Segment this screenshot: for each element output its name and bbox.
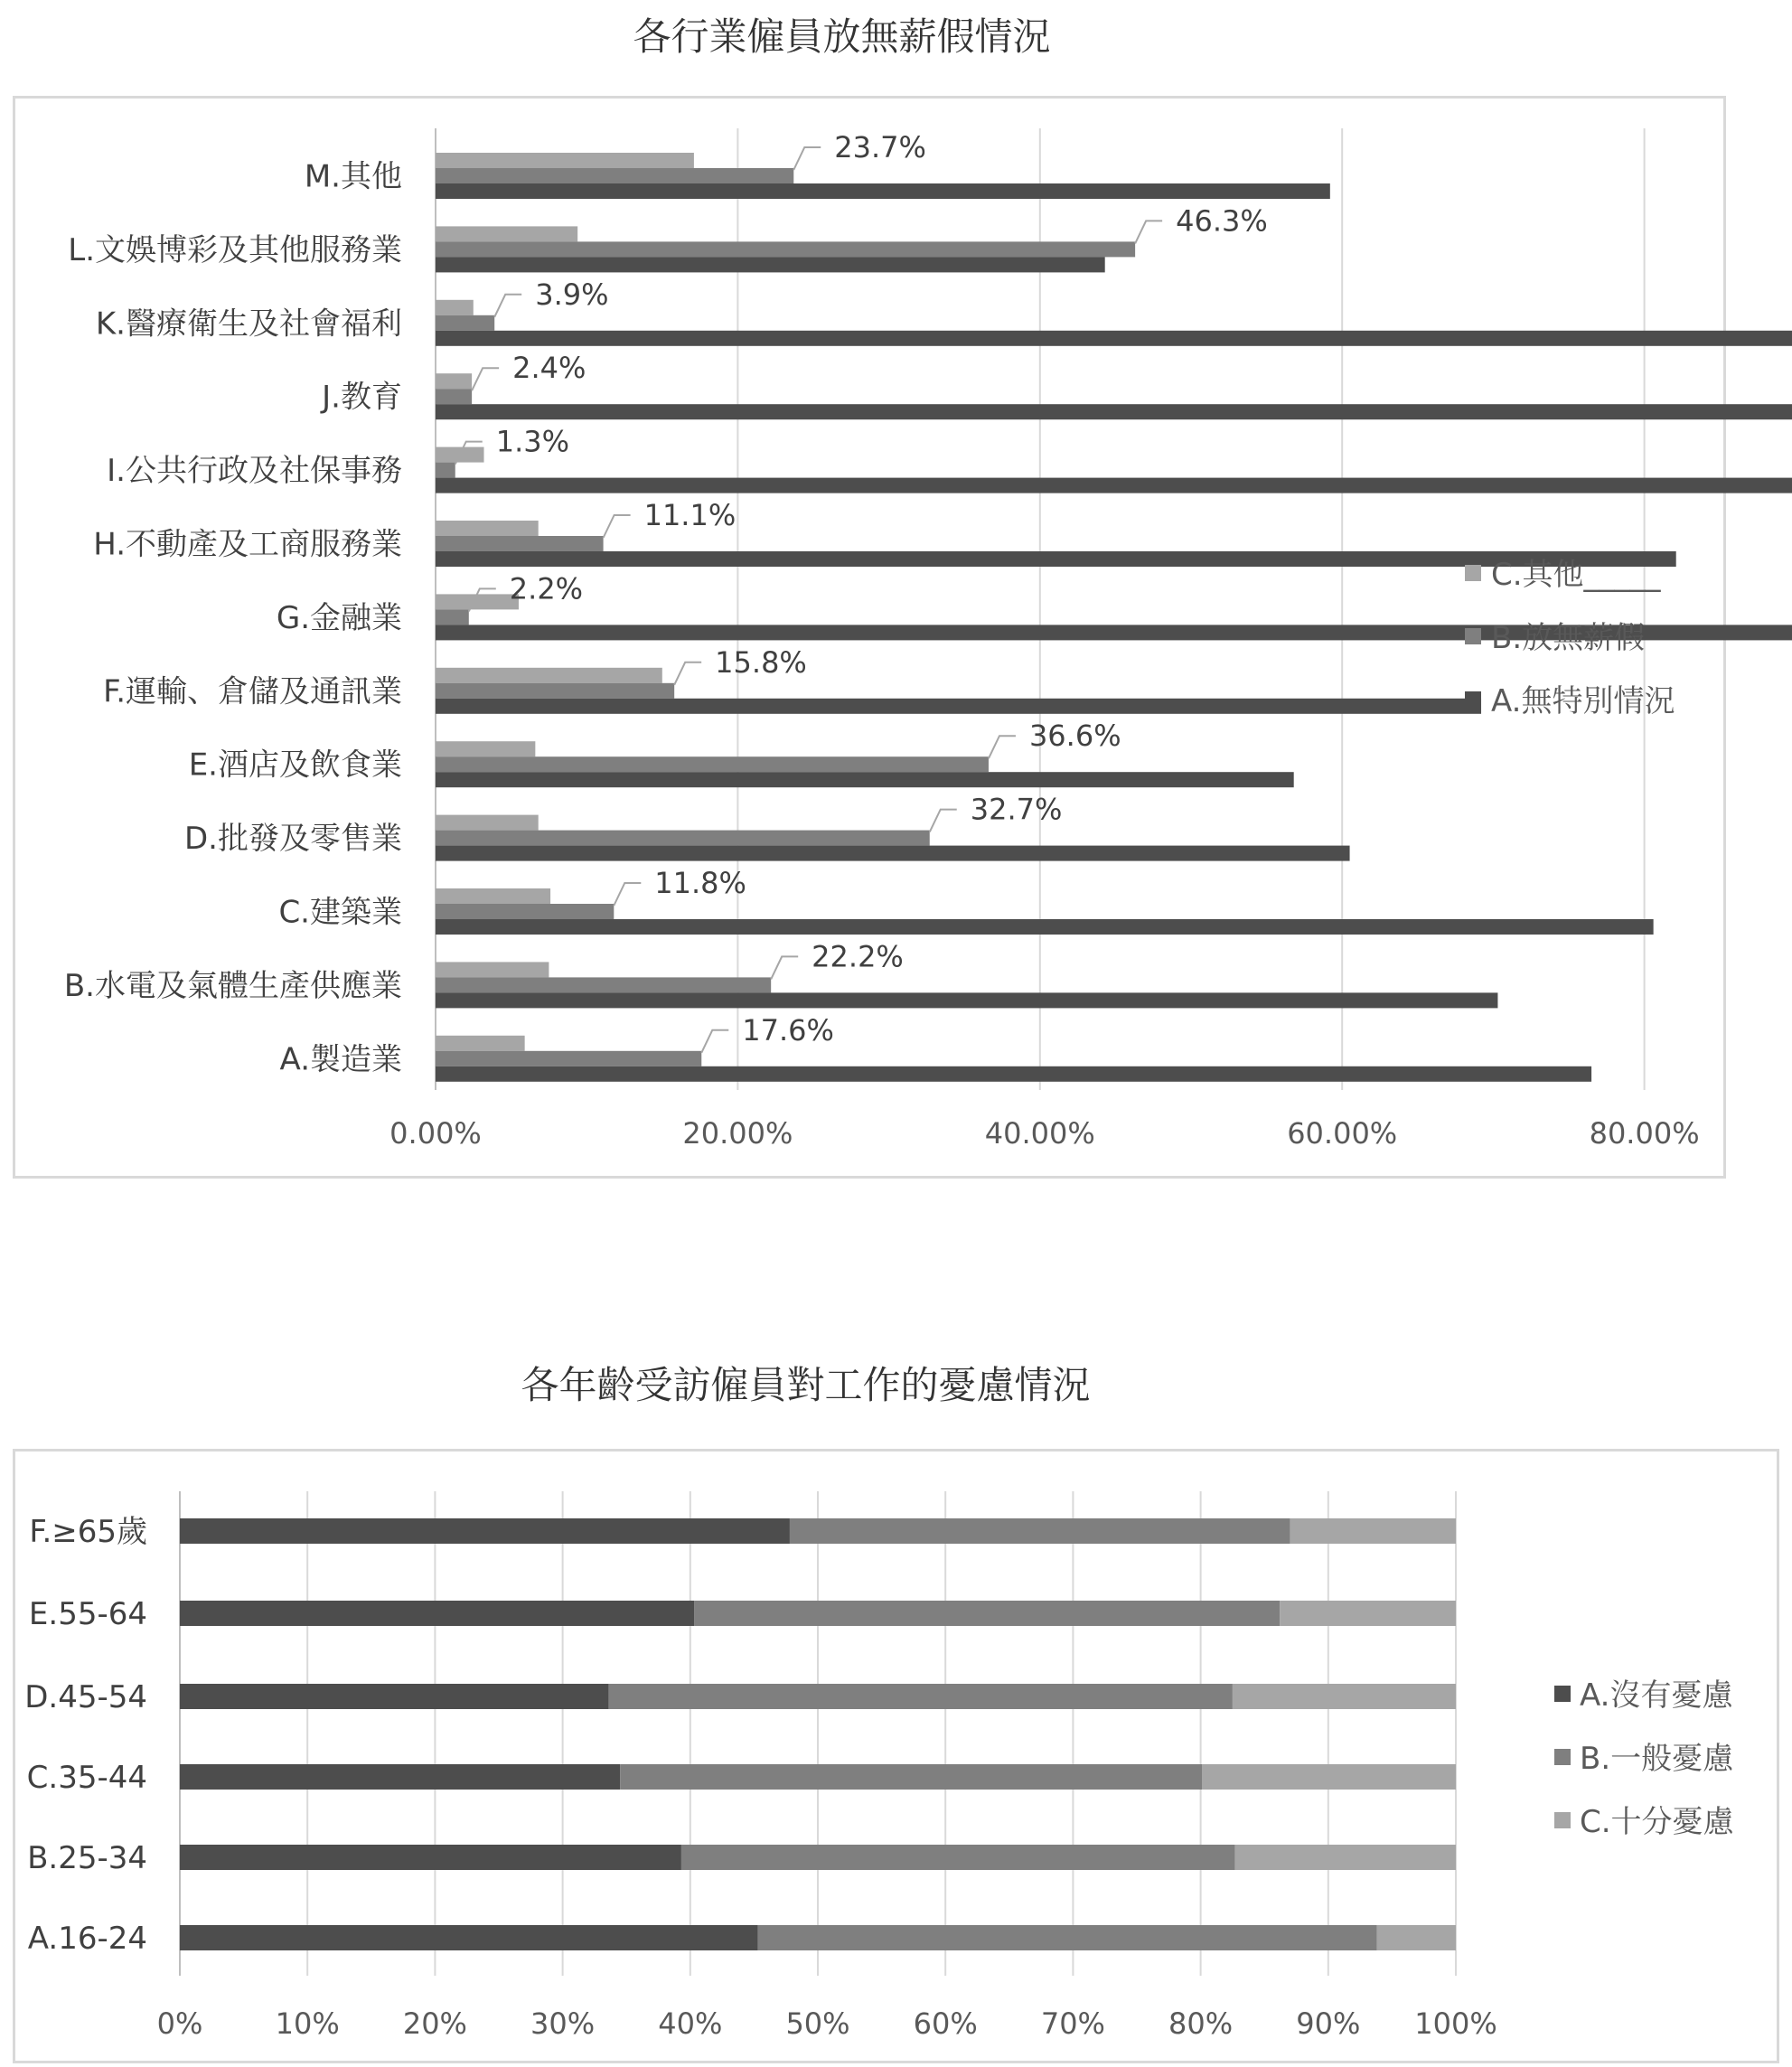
- chart1-bar: [436, 741, 535, 756]
- chart2-category-label: F.≥65歲: [29, 1514, 147, 1550]
- chart1-bar: [436, 389, 472, 404]
- chart2-x-tick-label: 20%: [402, 2006, 467, 2041]
- chart1-title: 各行業僱員放無薪假情況: [633, 14, 1051, 59]
- chart1-bar: [436, 226, 577, 241]
- chart2-bar-segment: [180, 1684, 608, 1709]
- chart1-bar: [436, 683, 674, 699]
- chart1-bar: [436, 373, 472, 389]
- chart1-data-label: 3.9%: [535, 277, 609, 312]
- chart2-title: 各年齡受訪僱員對工作的憂慮情況: [521, 1363, 1091, 1407]
- chart1-bar: [436, 888, 550, 904]
- chart1-bar: [436, 977, 771, 992]
- chart1-category-label: J.教育: [322, 379, 402, 416]
- chart1-bar: [436, 699, 1481, 714]
- chart1-bar: [436, 962, 549, 977]
- chart1-bar: [436, 772, 1294, 787]
- chart1-x-tick-label: 60.00%: [1287, 1116, 1398, 1151]
- chart2-bar-segment: [1233, 1684, 1456, 1709]
- chart1-legend-swatch: [1465, 628, 1481, 644]
- chart1-data-label: 23.7%: [834, 130, 926, 164]
- chart1-bar: [436, 756, 989, 772]
- chart1-bar: [436, 594, 519, 609]
- chart2-category-label: A.16-24: [27, 1921, 147, 1957]
- chart2-bar-segment: [180, 1925, 758, 1950]
- chart2-bar-segment: [790, 1518, 1290, 1544]
- chart2-category-label: B.25-34: [27, 1840, 147, 1876]
- chart2-bar-segment: [608, 1684, 1232, 1709]
- chart1-data-label: 15.8%: [715, 644, 807, 680]
- chart1-bar: [436, 831, 930, 846]
- chart1-bar: [436, 463, 455, 478]
- chart1-bar: [436, 1066, 1591, 1082]
- chart2-legend-swatch: [1554, 1749, 1571, 1765]
- chart1-data-label-leader: [930, 810, 957, 832]
- chart2-bar-segment: [180, 1845, 681, 1870]
- chart1-data-label: 11.8%: [654, 866, 746, 900]
- chart1-data-label-leader: [793, 147, 821, 170]
- chart1-bar: [436, 478, 1792, 493]
- chart2-x-tick-label: 80%: [1168, 2006, 1234, 2041]
- chart1-bar: [436, 521, 539, 536]
- chart1-data-label: 11.1%: [643, 498, 737, 532]
- chart1-category-label: B.水電及氣體生產供應業: [63, 967, 402, 1004]
- chart1-bar: [436, 609, 469, 625]
- chart1-bar: [436, 992, 1497, 1008]
- chart1-bar: [436, 551, 1676, 567]
- chart1-category-label: C.建築業: [278, 894, 402, 931]
- chart2-bar-segment: [1202, 1764, 1456, 1790]
- chart2-legend-swatch: [1554, 1686, 1571, 1702]
- chart1-category-label: F.運輸、倉儲及通訊業: [103, 673, 402, 710]
- chart2-bar-segment: [1280, 1601, 1456, 1626]
- chart1-bar: [436, 904, 614, 919]
- chart2-category-label: C.35-44: [26, 1760, 147, 1796]
- chart1-bar: [436, 153, 694, 168]
- chart1-bar: [436, 257, 1105, 272]
- chart1-bar: [436, 300, 474, 315]
- chart1-data-label: 36.6%: [1028, 719, 1121, 754]
- chart1-data-label: 2.4%: [512, 351, 586, 386]
- chart2-bar-segment: [758, 1925, 1377, 1950]
- chart2-x-tick-label: 40%: [658, 2006, 723, 2041]
- chart1-data-label: 1.3%: [495, 424, 570, 459]
- chart1-data-label-leader: [494, 295, 521, 317]
- chart1-data-label-leader: [614, 883, 641, 906]
- chart2-x-tick-label: 90%: [1296, 2006, 1361, 2041]
- chart2-bar-segment: [180, 1601, 694, 1626]
- chart1-data-label-leader: [989, 736, 1016, 758]
- chart2-legend-label: A.沒有憂慮: [1580, 1677, 1733, 1714]
- chart2-bar-segment: [1235, 1845, 1456, 1870]
- chart1-bar: [436, 315, 494, 331]
- chart1-bar: [436, 1036, 525, 1051]
- chart1-data-label: 46.3%: [1176, 203, 1268, 239]
- chart1-category-label: H.不動產及工商服務業: [93, 526, 402, 563]
- chart2-bar-segment: [620, 1764, 1202, 1790]
- chart1-x-tick-label: 80.00%: [1589, 1116, 1700, 1151]
- chart1-data-label: 22.2%: [812, 939, 904, 974]
- chart1-data-label-leader: [674, 662, 701, 685]
- chart2-x-tick-label: 50%: [785, 2006, 850, 2041]
- chart1-data-label-leader: [1135, 221, 1162, 243]
- chart2-bar-segment: [1290, 1518, 1456, 1544]
- chart1-bar: [436, 404, 1792, 419]
- chart2-bar-segment: [1376, 1925, 1456, 1950]
- chart1-category-label: D.批發及零售業: [184, 821, 402, 858]
- chart1-bar: [436, 168, 793, 183]
- chart2-bar-segment: [681, 1845, 1235, 1870]
- chart2-x-tick-label: 60%: [913, 2006, 978, 2041]
- chart1-category-label: G.金融業: [276, 599, 402, 636]
- chart1-category-label: I.公共行政及社保事務: [107, 453, 402, 490]
- chart1-bar: [436, 241, 1135, 257]
- chart1-bar: [436, 331, 1792, 346]
- chart1-data-label-leader: [701, 1030, 728, 1053]
- chart1-data-label-leader: [771, 956, 798, 979]
- chart1-bar: [436, 668, 662, 683]
- chart1-data-label: 32.7%: [970, 792, 1063, 827]
- chart1-data-label: 17.6%: [742, 1012, 834, 1048]
- chart1-data-label-leader: [472, 368, 499, 390]
- chart1-bar: [436, 815, 539, 831]
- chart1-category-label: M.其他: [304, 158, 402, 195]
- chart1-bar: [436, 183, 1330, 199]
- chart1-bar: [436, 846, 1350, 861]
- chart1-category-label: E.酒店及飲食業: [188, 747, 402, 784]
- chart1-data-label-leader: [604, 515, 631, 538]
- chart1-data-label: 2.2%: [509, 571, 584, 606]
- chart1-legend-label: B.放無薪假: [1491, 620, 1646, 656]
- chart1-legend-label: A.無特別情況: [1491, 683, 1675, 719]
- chart1-category-label: A.製造業: [279, 1041, 402, 1078]
- chart1-legend-label: C.其他_____: [1491, 557, 1661, 593]
- chart1-category-label: K.醫療衛生及社會福利: [95, 305, 402, 343]
- chart1-x-tick-label: 0.00%: [389, 1116, 482, 1151]
- chart1-x-tick-label: 20.00%: [682, 1116, 793, 1151]
- chart1-bar: [436, 536, 604, 551]
- chart2-legend-swatch: [1554, 1812, 1571, 1828]
- chart2-bar-segment: [180, 1518, 790, 1544]
- chart2-x-tick-label: 100%: [1414, 2006, 1497, 2041]
- chart1-x-tick-label: 40.00%: [984, 1116, 1095, 1151]
- chart1-bar: [436, 1051, 701, 1066]
- chart2-category-label: D.45-54: [24, 1679, 147, 1715]
- chart2-category-label: E.55-64: [28, 1596, 147, 1632]
- chart1-bar: [436, 919, 1654, 935]
- chart2-bar-segment: [180, 1764, 620, 1790]
- chart1-legend-swatch: [1465, 565, 1481, 581]
- chart1-legend-swatch: [1465, 691, 1481, 708]
- chart2-bar-segment: [694, 1601, 1280, 1626]
- chart1-category-label: L.文娛博彩及其他服務業: [68, 231, 402, 268]
- chart2-x-tick-label: 10%: [275, 2006, 340, 2041]
- chart2-legend-label: B.一般憂慮: [1580, 1741, 1734, 1777]
- chart2-x-tick-label: 30%: [530, 2006, 596, 2041]
- chart2-x-tick-label: 70%: [1040, 2006, 1105, 2041]
- chart2-legend-label: C.十分憂慮: [1580, 1804, 1734, 1840]
- chart2-x-tick-label: 0%: [156, 2006, 203, 2041]
